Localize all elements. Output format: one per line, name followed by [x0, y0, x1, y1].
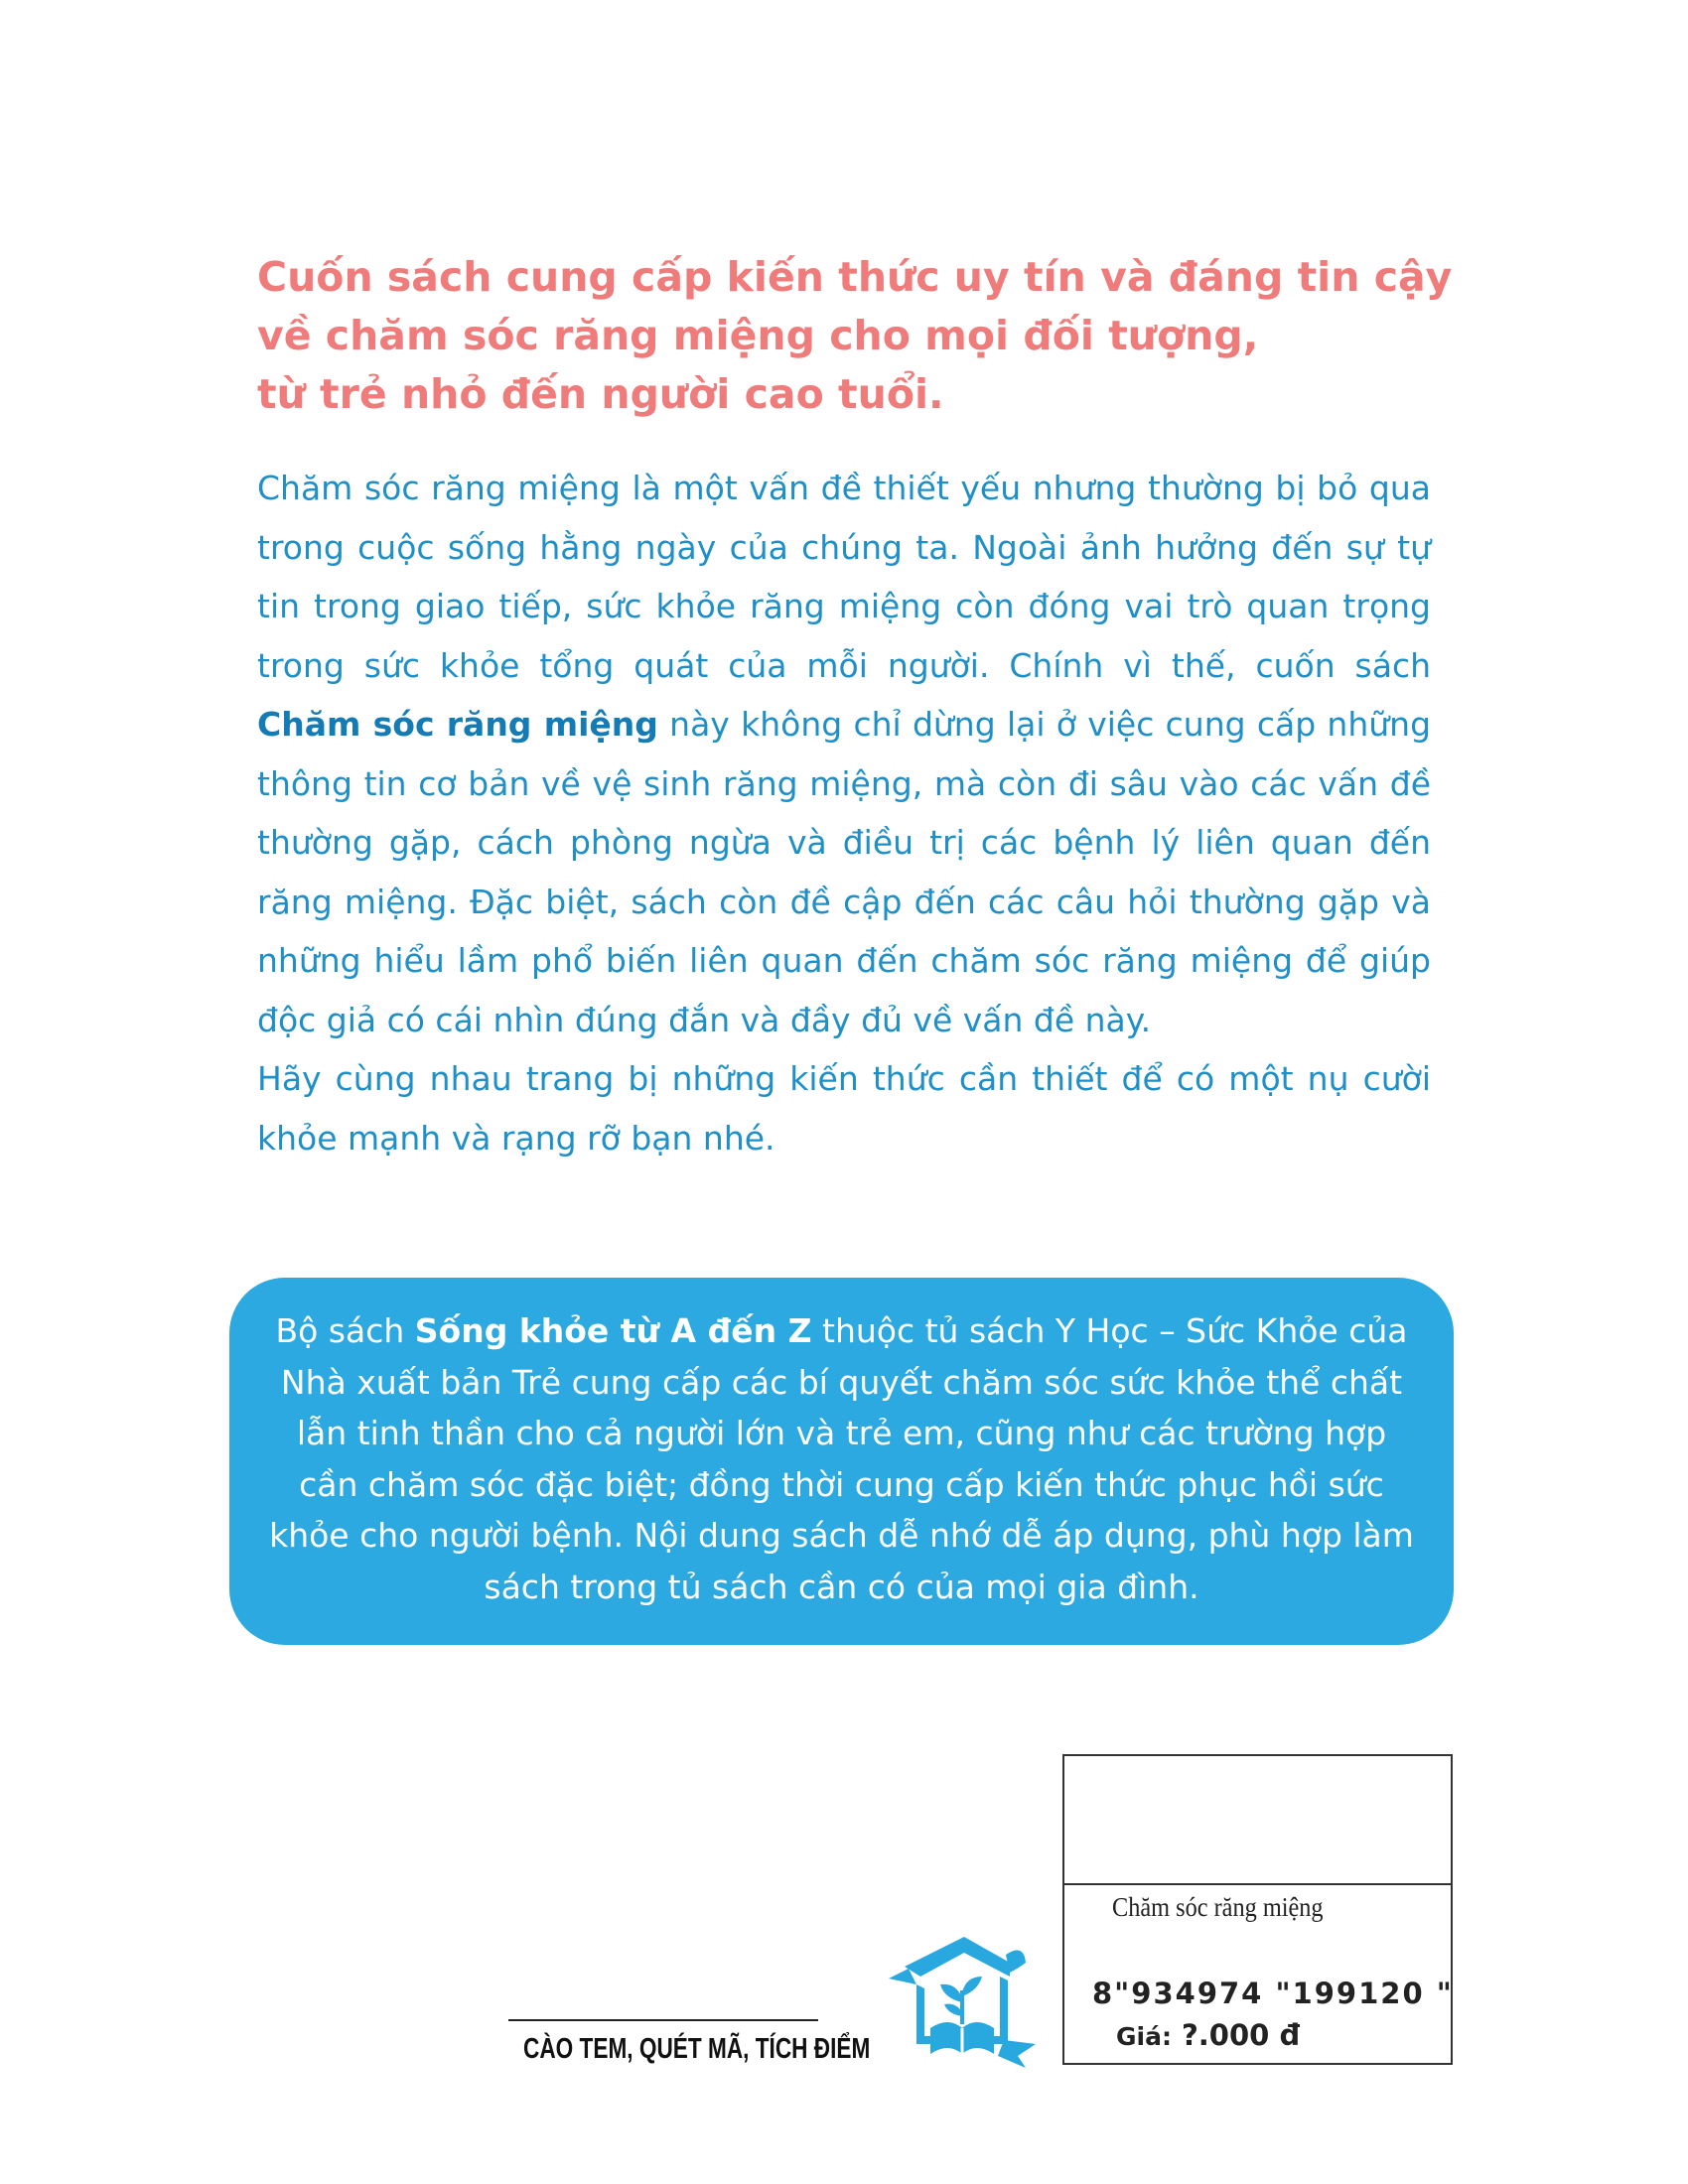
scan-text-divider	[508, 2019, 818, 2021]
price-label: Giá:	[1116, 2022, 1172, 2051]
barcode-area	[1064, 1756, 1451, 1885]
book-description	[257, 459, 1431, 1167]
headline-line-2: về chăm sóc răng miệng cho mọi đối tượng,	[257, 312, 1259, 359]
book-title-emphasis: Chăm sóc răng miệng	[257, 705, 658, 744]
price	[1116, 2018, 1300, 2052]
description-paragraph-2: Hãy cùng nhau trang bị những kiến thức cần thiết để có một nụ cười khỏe mạnh và rạng rỡ bạn nhé.	[257, 1059, 1431, 1158]
headline-line-1: Cuốn sách cung cấp kiến thức uy tín và đáng tin cậy	[257, 253, 1453, 301]
scan-code-text: CÀO TEM, QUÉT MÃ, TÍCH ĐIỂM	[523, 2033, 871, 2065]
series-text-rest: thuộc tủ sách Y Học – Sức Khỏe của Nhà xuất bản Trẻ cung cấp các bí quyết chăm sóc sức khỏe thể chất lẫn tinh thần cho cả người lớn và trẻ em, cũng như các trường hợp cần chăm sóc đặc biệt; đồng thời cung cấp kiến thức phục hồi sức khỏe cho người bệnh. Nội dung sách dễ nhớ dễ áp dụng, phù hợp làm sách trong tủ sách cần có của mọi gia đình.	[269, 1311, 1414, 1606]
barcode-book-title: Chăm sóc răng miệng	[1112, 1892, 1324, 1922]
series-text	[265, 1305, 1418, 1612]
barcode-number: 8"934974 "199120 "	[1092, 1977, 1454, 2010]
series-info-box	[229, 1278, 1454, 1645]
description-paragraph-1	[257, 459, 1431, 1049]
description-text: Chăm sóc răng miệng là một vấn đề thiết yếu nhưng thường bị bỏ qua trong cuộc sống hằng ngày của chúng ta. Ngoài ảnh hưởng đến sự tự tin trong giao tiếp, sức khỏe răng miệng còn đóng vai trò quan trọng trong sức khỏe tổng quát của mỗi người. Chính vì thế, cuốn sách	[257, 469, 1431, 685]
headline-line-3: từ trẻ nhỏ đến người cao tuổi.	[257, 370, 944, 418]
barcode-box	[1062, 1754, 1453, 2065]
description-text: này không chỉ dừng lại ở việc cung cấp những thông tin cơ bản về vệ sinh răng miệng, mà còn đi sâu vào các vấn đề thường gặp, cách phòng ngừa và điều trị các bệnh lý liên quan đến răng miệng. Đặc biệt, sách còn đề cập đến các câu hỏi thường gặp và những hiểu lầm phổ biến liên quan đến chăm sóc răng miệng để giúp độc giả có cái nhìn đúng đắn và đầy đủ về vấn đề này.	[257, 705, 1432, 1039]
series-name: Sống khỏe từ A đến Z	[414, 1311, 812, 1350]
house-bird-book-icon	[887, 1933, 1038, 2072]
price-value: ?.000 đ	[1181, 2018, 1301, 2052]
series-text-start: Bộ sách	[275, 1311, 415, 1350]
headline	[257, 248, 1453, 424]
